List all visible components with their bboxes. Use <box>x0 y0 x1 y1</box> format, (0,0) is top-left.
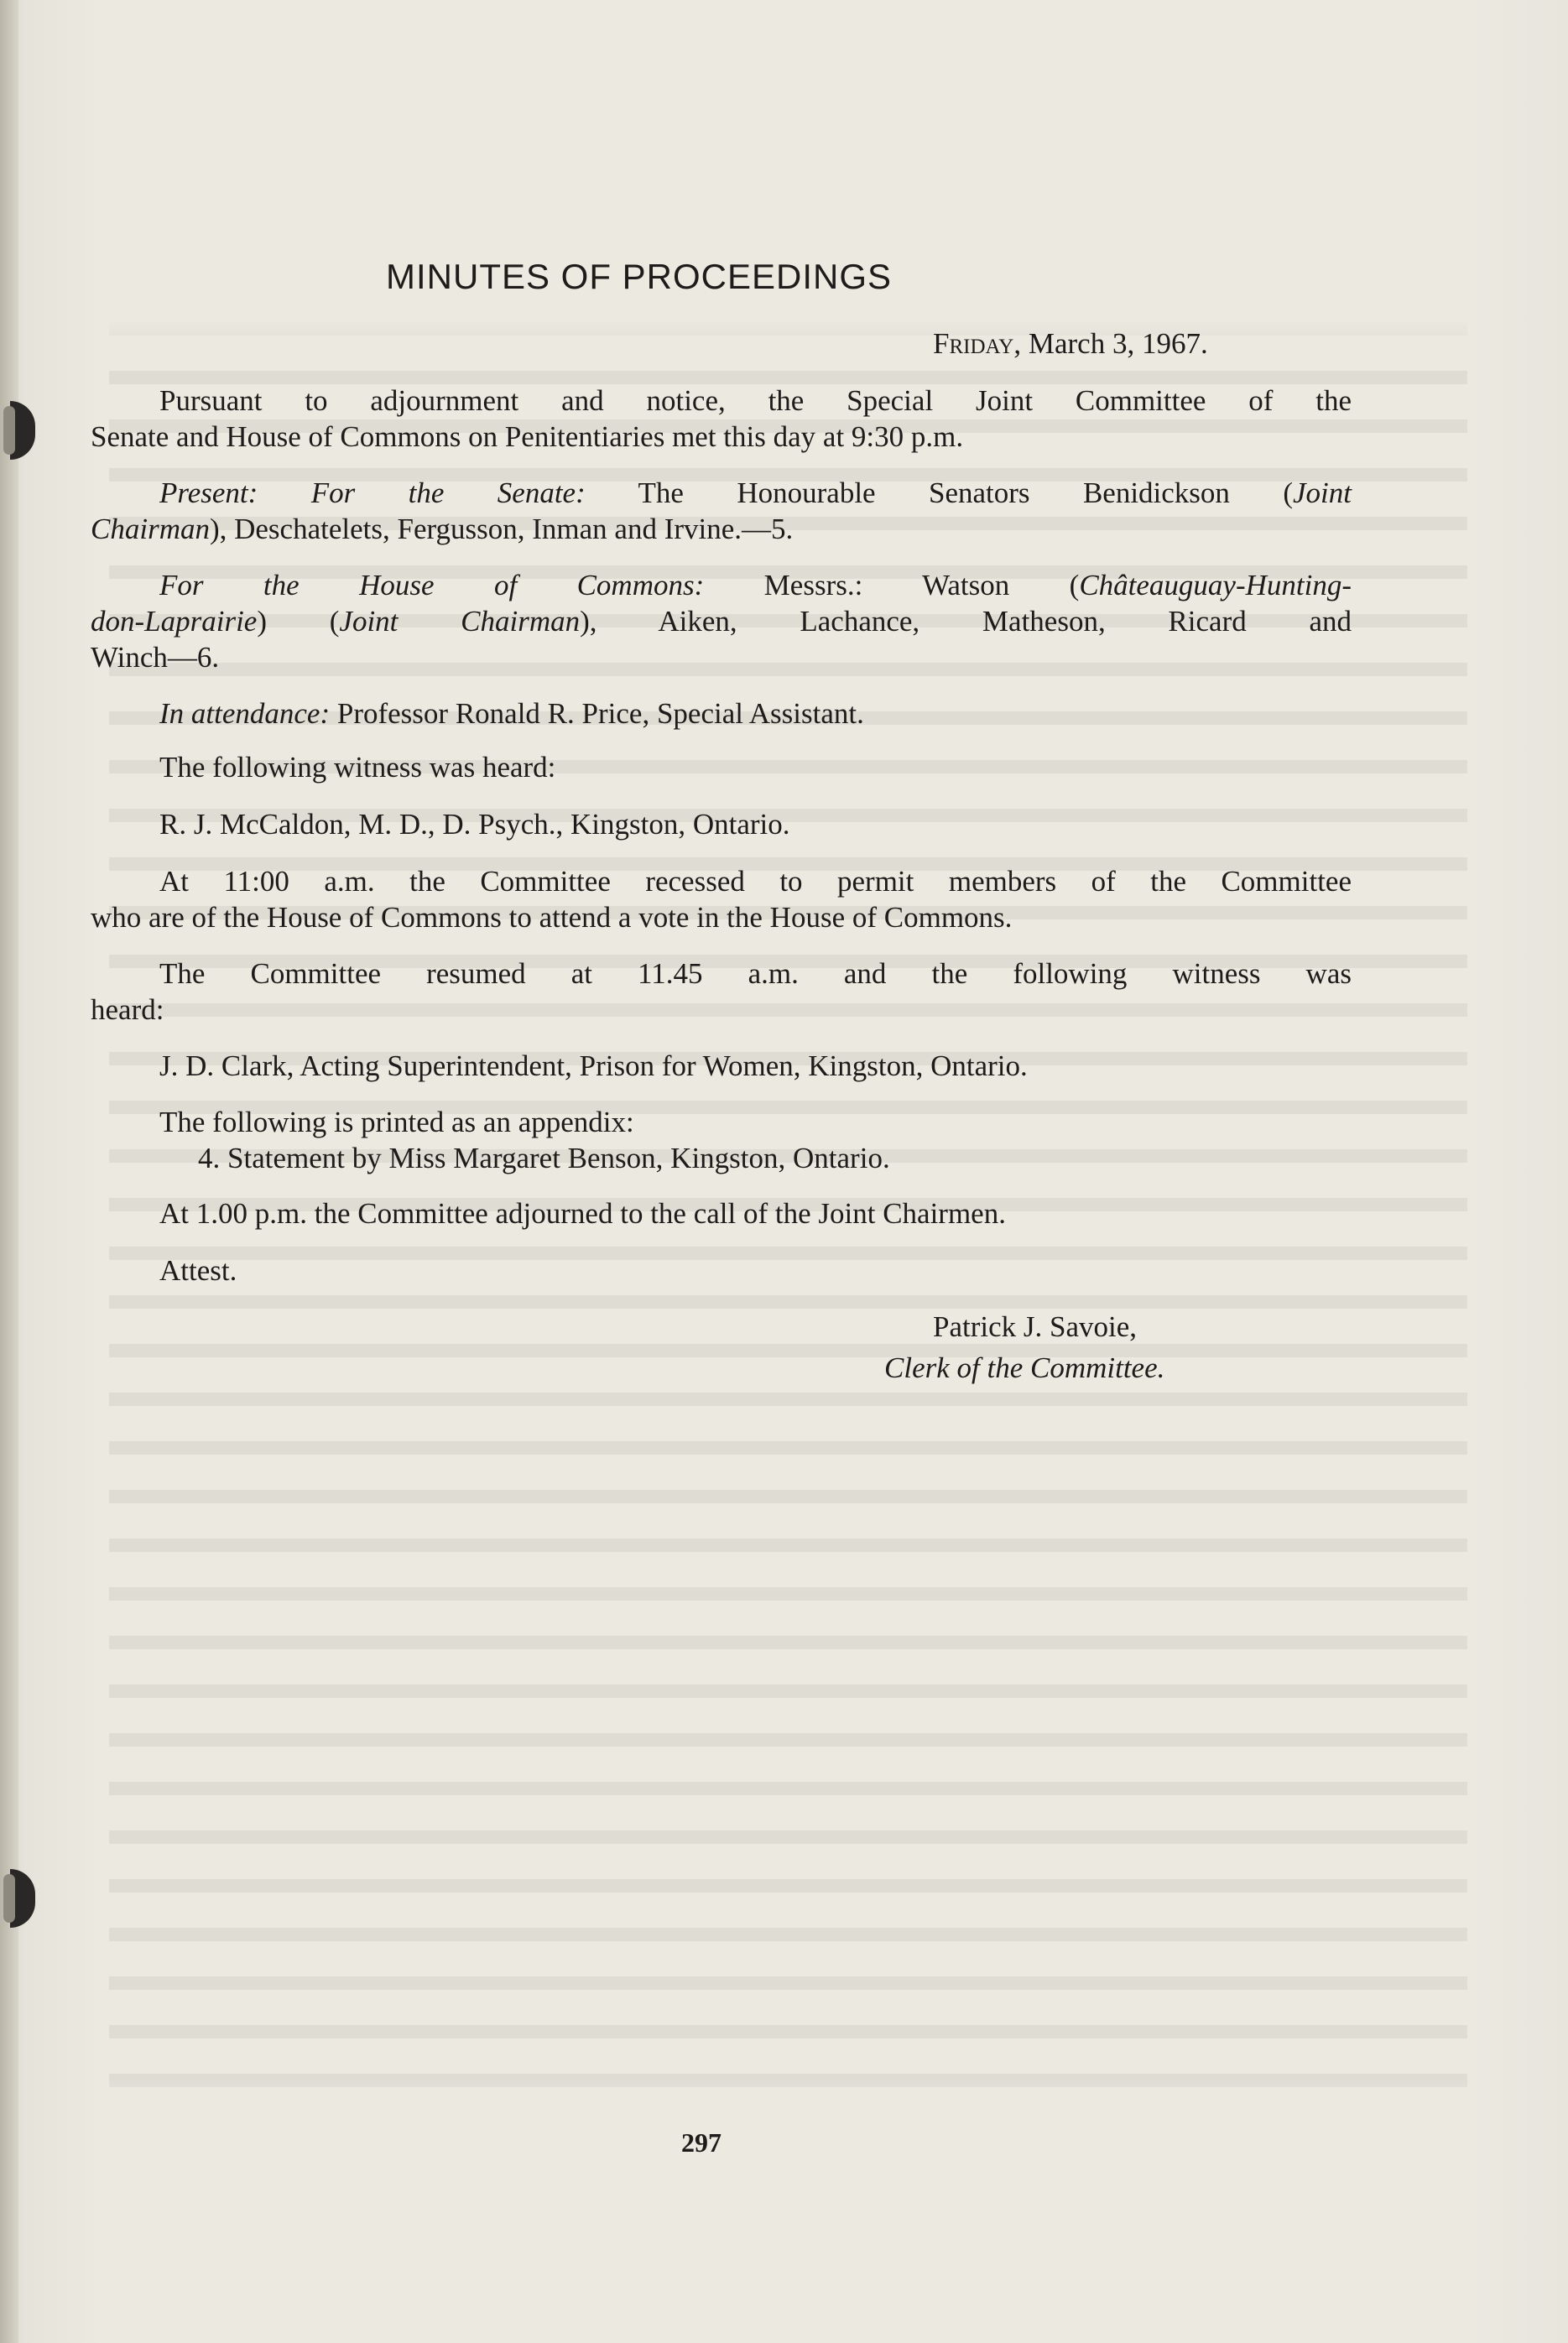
witness-1: R. J. McCaldon, M. D., D. Psych., Kingston, Ontario. <box>159 808 790 841</box>
senate-attendance-line1: Present: For the Senate: The Honourable Senators Benidickson (Joint <box>159 476 1352 509</box>
resumed-line1: The Committee resumed at 11.45 a.m. and the following witness was <box>159 957 1352 990</box>
attendance-label: In attendance: <box>159 697 331 730</box>
attest-line: Attest. <box>159 1254 237 1287</box>
commons-attendance-line3: Winch—6. <box>91 641 220 674</box>
resumed-line2: heard: <box>91 993 164 1026</box>
witness-2: J. D. Clark, Acting Superintendent, Prison for Women, Kingston, Ontario. <box>159 1049 1028 1082</box>
senate-attendance-line2: Chairman), Deschatelets, Fergusson, Inman and Irvine.—5. <box>91 513 794 545</box>
commons-attendance-line2: don-Laprairie) (Joint Chairman), Aiken, Lachance, Matheson, Ricard and <box>91 605 1352 638</box>
commons-label: For the House of Commons: <box>159 569 705 601</box>
commons-attendance-line1: For the House of Commons: Messrs.: Watson (Châteauguay-Hunting- <box>159 569 1352 601</box>
date-day: Friday <box>933 327 1014 360</box>
recess-line1: At 11:00 a.m. the Committee recessed to permit members of the Committee <box>159 865 1352 898</box>
binding-spine <box>0 0 18 2343</box>
signature-name: Patrick J. Savoie, <box>933 1310 1138 1343</box>
recess-line2: who are of the House of Commons to attend a vote in the House of Commons. <box>91 901 1013 934</box>
date-line <box>933 325 1208 362</box>
opening-paragraph-line1: Pursuant to adjournment and notice, the Special Joint Committee of the <box>159 384 1352 417</box>
adjourned-line: At 1.00 p.m. the Committee adjourned to the call of the Joint Chairmen. <box>159 1197 1006 1230</box>
opening-paragraph-line2: Senate and House of Commons on Penitentiaries met this day at 9:30 p.m. <box>91 420 964 453</box>
date-rest: , March 3, 1967. <box>1013 327 1208 360</box>
appendix-intro: The following is printed as an appendix: <box>159 1106 634 1138</box>
attendance-line: In attendance: Professor Ronald R. Price, Special Assistant. <box>159 697 864 730</box>
appendix-item: 4. Statement by Miss Margaret Benson, Kingston, Ontario. <box>198 1142 890 1174</box>
document-title: MINUTES OF PROCEEDINGS <box>386 257 893 296</box>
witness-intro: The following witness was heard: <box>159 751 556 784</box>
signature-role: Clerk of the Committee. <box>884 1351 1165 1384</box>
senate-label: Present: For the Senate: <box>159 476 586 509</box>
page-number: 297 <box>681 2127 721 2158</box>
